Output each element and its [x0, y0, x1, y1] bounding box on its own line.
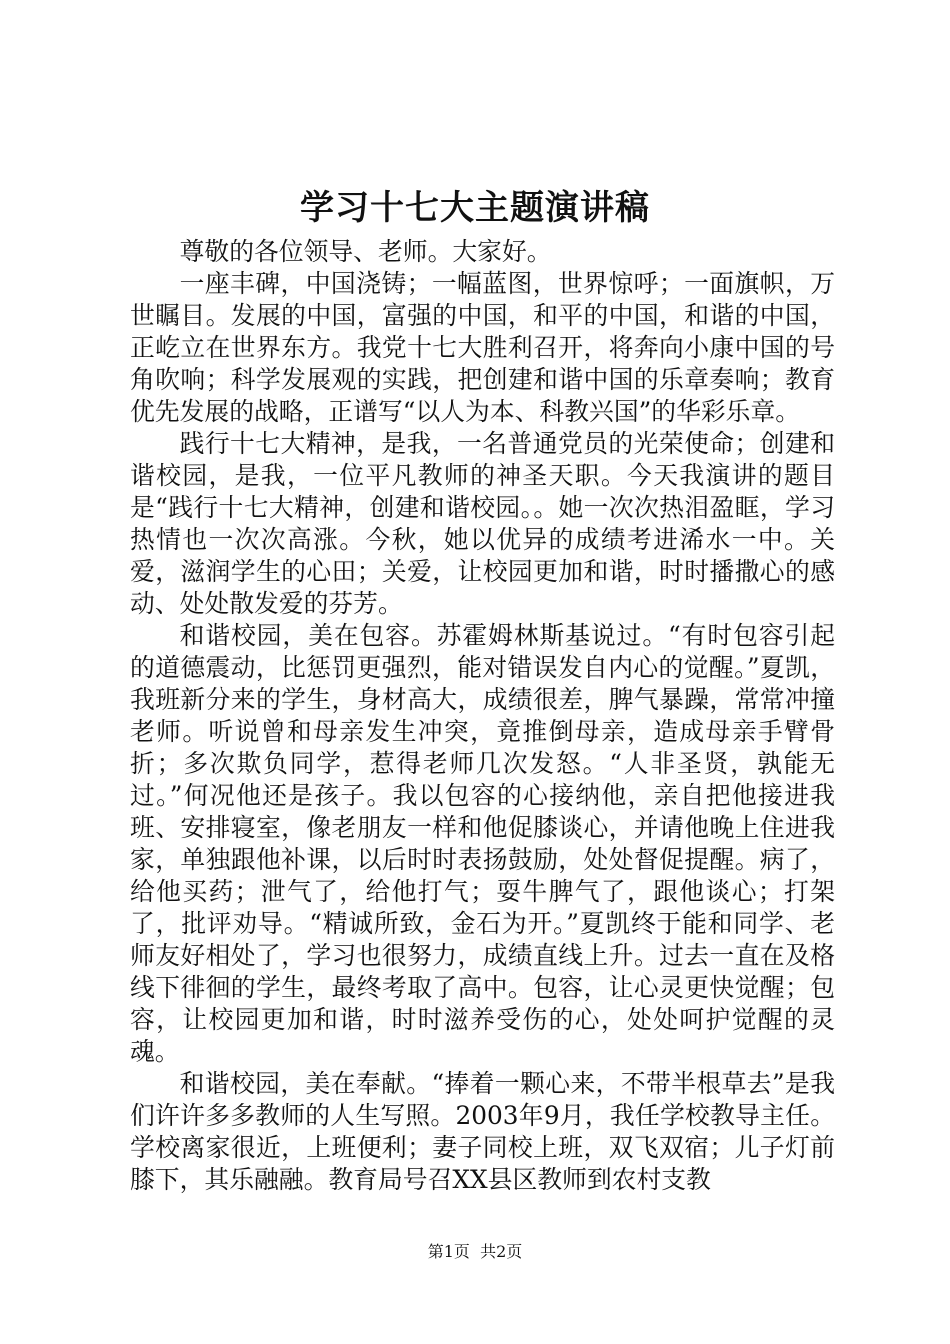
- document-title: 学习十七大主题演讲稿: [300, 188, 650, 228]
- paragraph-tolerance: 和谐校园，美在包容。苏霍姆林斯基说过。“有时包容引起的道德震动，比惩罚更强烈，能对错误发自内心的觉醒。”夏凯，我班新分来的学生，身材高大，成绩很差，脾气暴躁，常常冲撞老师。听说曾和母亲发生冲突，竟推倒母亲，造成母亲手臂骨折；多次欺负同学，惹得老师几次发怒。“人非圣贤，孰能无过。”何况他还是孩子。我以包容的心接纳他，亲自把他接进我班、安排寝室，像老朋友一样和他促膝谈心，并请他晚上住进我家，单独跟他补课，以后时时表扬鼓励，处处督促提醒。病了，给他买药；泄气了，给他打气；耍牛脾气了，跟他谈心；打架了，批评劝导。“精诚所致，金石为开。”夏凯终于能和同学、老师友好相处了，学习也很努力，成绩直线上升。过去一直在及格线下徘徊的学生，最终考取了高中。包容，让心灵更快觉醒；包容，让校园更加和谐，时时滋养受伤的心，处处呵护觉醒的灵魂。: [130, 621, 835, 1066]
- page-footer: [0, 1240, 950, 1264]
- paragraph-greeting: 尊敬的各位领导、老师。大家好。: [179, 237, 552, 266]
- document-body: [130, 236, 835, 1196]
- paragraph-dedication: 和谐校园，美在奉献。“捧着一颗心来，不带半根草去”是我们许许多多教师的人生写照。2003年9月，我任学校教导主任。学校离家很近，上班便利；妻子同校上班，双飞双宿；儿子灯前膝下，其乐融融。教育局号召XX县区教师到农村支教: [130, 1069, 835, 1194]
- paragraph-theme: 践行十七大精神，是我，一名普通党员的光荣使命；创建和谐校园，是我，一位平凡教师的神圣天职。今天我演讲的题目是“践行十七大精神，创建和谐校园。。她一次次热泪盈眶，学习热情也一次次高涨。今秋，她以优异的成绩考进浠水一中。关爱，滋润学生的心田；关爱，让校园更加和谐，时时播撒心的感动、处处散发爱的芬芳。: [130, 429, 835, 618]
- paragraph-intro: 一座丰碑，中国浇铸；一幅蓝图，世界惊呼；一面旗帜，万世瞩目。发展的中国，富强的中国，和平的中国，和谐的中国，正屹立在世界东方。我党十七大胜利召开，将奔向小康中国的号角吹响；科学发展观的实践，把创建和谐中国的乐章奏响；教育优先发展的战略，正谱写“以人为本、科教兴国”的华彩乐章。: [130, 269, 835, 426]
- footer-spacer: [470, 1242, 480, 1261]
- page-number: 第1页: [427, 1242, 470, 1261]
- page-total: 共2页: [480, 1242, 523, 1261]
